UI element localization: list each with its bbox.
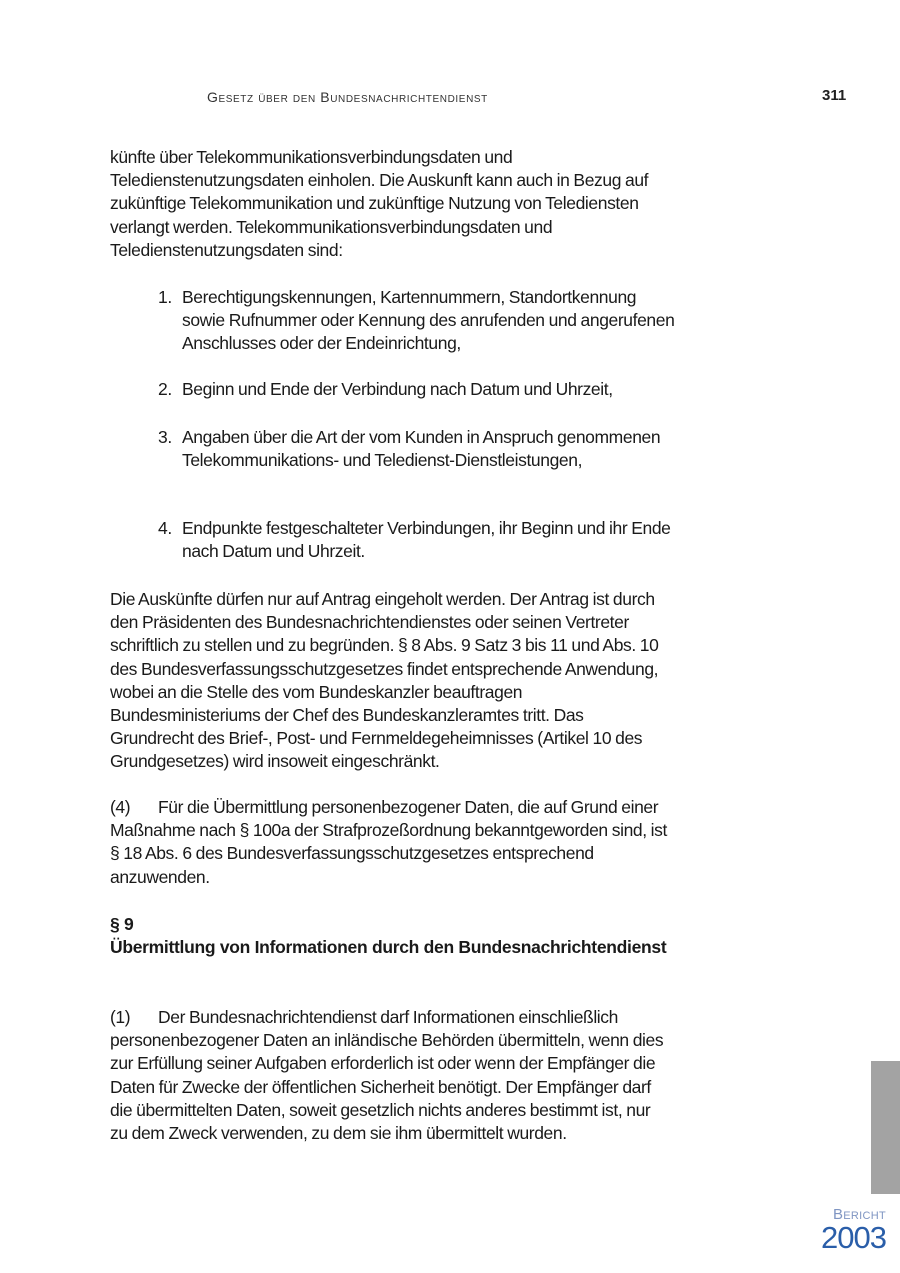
- list-item-number: 3.: [158, 427, 172, 447]
- paragraph-text: Der Bundesnachrichtendienst darf Informationen einschließlich personenbezogener Daten an inländische Behörden übermitteln, wenn dies zur Erfüllung seiner Aufgaben erforderlich ist oder wenn der Empfänger die Daten für Zwecke der öffentlichen Sicherheit benötigt. Der Empfänger darf die übermittelten Daten, soweit gesetzlich nichts anderes bestimmt ist, nur zu dem Zweck verwenden, zu dem sie ihm übermittelt wurden.: [110, 1007, 664, 1144]
- list-item-text: Berechtigungskennungen, Kartennummern, Standortkennung sowie Rufnummer oder Kennung des anrufenden und angerufenen Anschlusses oder der Endeinrichtung,: [182, 287, 675, 354]
- list-item: [158, 286, 678, 356]
- paragraph-4: [110, 796, 670, 889]
- section-title: Übermittlung von Informationen durch den Bundesnachrichtendienst: [110, 937, 667, 957]
- list-item-number: 2.: [158, 379, 172, 399]
- requests-paragraph-text: Die Auskünfte dürfen nur auf Antrag eingeholt werden. Der Antrag ist durch den Präsidenten des Bundesnachrichtendienstes oder seinen Vertreter schriftlich zu stellen und zu begründen. § 8 Abs. 9 Satz 3 bis 11 und Abs. 10 des Bundesverfassungsschutzgesetzes findet entsprechende Anwendung, wobei an die Stelle des vom Bundeskanzler beauftragen Bundesministeriums der Chef des Bundeskanzleramtes tritt. Das Grundrecht des Brief-, Post- und Fernmeldegeheimnisses (Artikel 10 des Grundgesetzes) wird insoweit eingeschränkt.: [110, 589, 659, 772]
- list-item-number: 4.: [158, 518, 172, 538]
- paragraph-marker: (4): [110, 797, 131, 817]
- report-word: Bericht: [832, 1206, 886, 1223]
- intro-paragraph-text: künfte über Telekommunikationsverbindungsdaten und Teledienstenutzungsdaten einholen. Die Auskunft kann auch in Bezug auf zukünftige Telekommunikation und zukünftige Nutzung von Telediensten verlangt werden. Telekommunikationsverbindungsdaten und Teledienstenutzungsdaten sind:: [110, 147, 649, 260]
- requests-paragraph: [110, 588, 670, 774]
- paragraph-1: [110, 1006, 670, 1145]
- list-item-text: Beginn und Ende der Verbindung nach Datum und Uhrzeit,: [182, 379, 613, 399]
- list-item-number: 1.: [158, 287, 172, 307]
- list-item-text: Endpunkte festgeschalteter Verbindungen, ihr Beginn und ihr Ende nach Datum und Uhrzeit.: [182, 518, 671, 562]
- list-item-text: Angaben über die Art der vom Kunden in Anspruch genommenen Telekommunikations- und Teledienst-Dienstleistungen,: [182, 427, 661, 471]
- list-item: [158, 378, 678, 401]
- section-number: § 9: [110, 914, 134, 934]
- report-year: 2003: [821, 1220, 886, 1255]
- list-item: [158, 426, 678, 472]
- side-thumb-tab: [871, 1061, 900, 1194]
- intro-paragraph: [110, 146, 670, 262]
- running-header-title: Gesetz über den Bundesnachrichtendienst: [207, 89, 488, 105]
- paragraph-text: Für die Übermittlung personenbezogener Daten, die auf Grund einer Maßnahme nach § 100a der Strafprozeßordnung bekanntgeworden sind, ist § 18 Abs. 6 des Bundesverfassungsschutzgesetzes entsprechend anzuwenden.: [110, 797, 667, 887]
- list-item: [158, 517, 678, 563]
- page-number: 311: [822, 87, 847, 104]
- paragraph-marker: (1): [110, 1007, 131, 1027]
- report-logo: [806, 1207, 886, 1253]
